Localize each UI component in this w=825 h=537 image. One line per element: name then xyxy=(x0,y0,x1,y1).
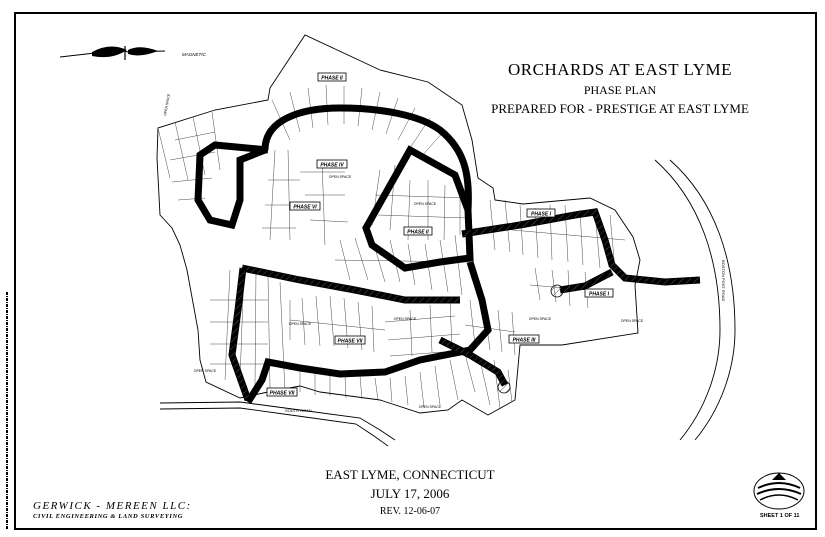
svg-text:PHASE II: PHASE II xyxy=(407,229,429,236)
svg-text:OPEN SPACE: OPEN SPACE xyxy=(193,369,217,373)
phase-label-2 xyxy=(317,160,347,169)
phase-label-7 xyxy=(335,336,365,345)
loop-road-west xyxy=(198,145,268,225)
plan-subtitle: PHASE PLAN xyxy=(583,83,657,97)
svg-text:OPEN SPACE: OPEN SPACE xyxy=(620,319,644,323)
south-road-label: SOUTH ROAD xyxy=(285,408,312,413)
prepared-for: PREPARED FOR - PRESTIGE AT EAST LYME xyxy=(491,101,749,116)
svg-text:PHASE VI: PHASE VI xyxy=(293,204,317,211)
loop-road-south xyxy=(248,262,488,402)
svg-text:PHASE VII: PHASE VII xyxy=(337,338,363,345)
sheet-number: SHEET 1 OF 11 xyxy=(760,513,800,519)
phase-label-4 xyxy=(404,227,432,236)
lot-lines xyxy=(158,85,625,408)
town-seal-icon xyxy=(754,473,804,509)
revision-text: REV. 12-06-07 xyxy=(379,506,441,517)
svg-text:PHASE III: PHASE III xyxy=(512,337,536,344)
phase-label-3 xyxy=(290,202,320,211)
date-text: JULY 17, 2006 xyxy=(370,486,450,501)
svg-text:OPEN SPACE: OPEN SPACE xyxy=(528,317,552,321)
phase-label-9 xyxy=(267,388,297,397)
svg-text:PHASE I: PHASE I xyxy=(530,211,552,218)
svg-text:PHASE II: PHASE II xyxy=(321,75,343,82)
svg-text:OPEN SPACE: OPEN SPACE xyxy=(393,317,417,321)
title-block xyxy=(470,60,770,117)
north-label: MAGNETIC xyxy=(182,52,206,57)
location-text: EAST LYME, CONNECTICUT xyxy=(325,467,495,482)
svg-text:PHASE VII: PHASE VII xyxy=(269,390,295,397)
location-block xyxy=(300,467,520,517)
phase-label-1 xyxy=(318,73,346,82)
firm-name: GERWICK - MEREEN LLC: xyxy=(33,500,192,512)
svg-text:OPEN SPACE: OPEN SPACE xyxy=(413,202,437,206)
svg-text:OPEN SPACE: OPEN SPACE xyxy=(288,322,312,326)
phase-label-8 xyxy=(509,335,539,344)
svg-text:PHASE I: PHASE I xyxy=(588,291,610,298)
loop-road-inner xyxy=(366,150,470,268)
svg-text:OPEN SPACE: OPEN SPACE xyxy=(163,93,171,117)
phase-label-6 xyxy=(585,289,613,298)
phase-label-5 xyxy=(527,209,555,218)
svg-text:PHASE IV: PHASE IV xyxy=(320,162,344,169)
svg-text:OPEN SPACE: OPEN SPACE xyxy=(418,405,442,409)
project-title: ORCHARDS AT EAST LYME xyxy=(507,60,732,79)
north-arrow-icon xyxy=(60,46,165,60)
firm-tagline: CIVIL ENGINEERING & LAND SURVEYING xyxy=(33,513,184,520)
loop-road-north xyxy=(265,108,468,210)
svg-text:OPEN SPACE: OPEN SPACE xyxy=(328,175,352,179)
firm-block xyxy=(33,500,192,520)
east-road-label: BOSTON POST ROAD xyxy=(721,260,726,302)
